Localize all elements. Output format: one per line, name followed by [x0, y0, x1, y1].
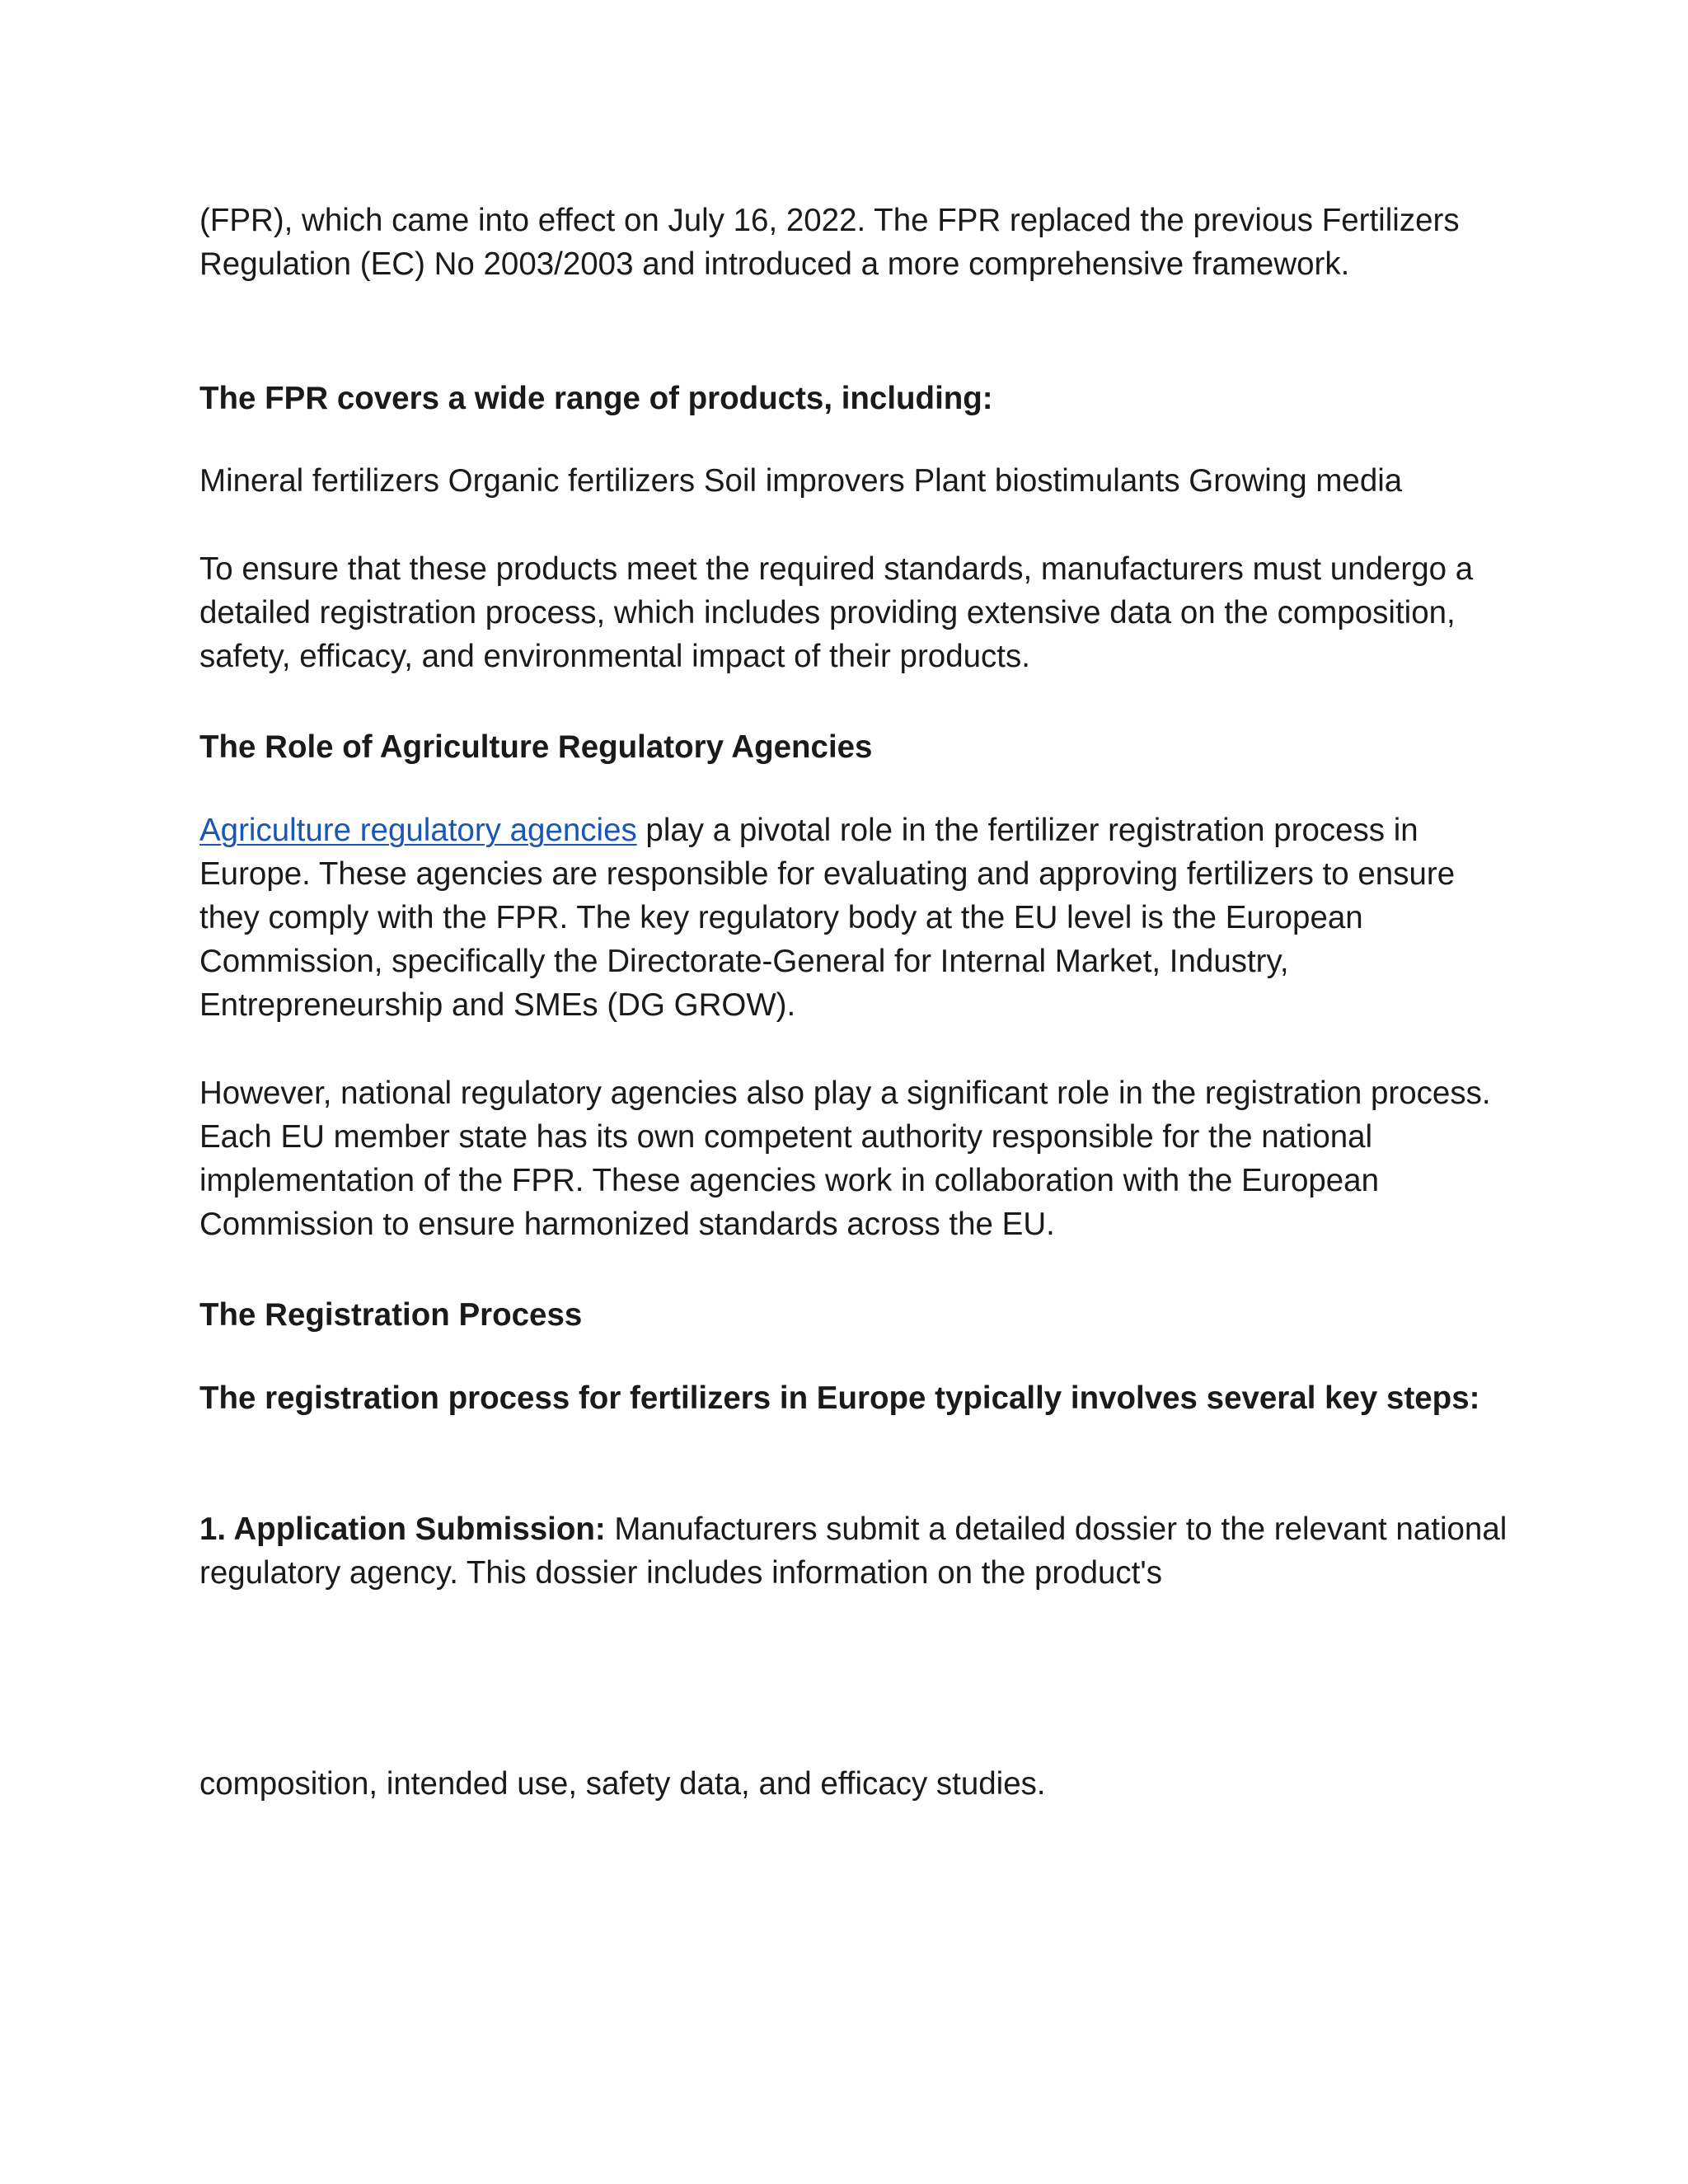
agencies-paragraph: [199, 808, 1518, 1027]
steps-heading: The registration process for fertilizers in Europe typically involves several key steps:: [199, 1380, 1480, 1416]
standards-paragraph: To ensure that these products meet the required standards, manufacturers must undergo a detailed registration process, which includes providing extensive data on the composition, safety, efficacy, and environmental impact of their products.: [199, 551, 1474, 674]
step1-paragraph: [199, 1507, 1518, 1595]
agencies-paragraph-text: play a pivotal role in the fertilizer registration process in Europe. These agencies are responsible for evaluating and approving fertilizers to ensure they comply with the FPR. The key regulatory body at the EU level is the European Commission, specifically the Directorate-General for Internal Market, Industry, Entrepreneurship and SMEs (DG GROW).: [199, 813, 1456, 1023]
process-heading: The Registration Process: [199, 1297, 583, 1333]
continuation-paragraph: composition, intended use, safety data, and efficacy studies.: [199, 1766, 1046, 1802]
intro-paragraph: (FPR), which came into effect on July 16, 2022. The FPR replaced the previous Fertilizers Regulation (EC) No 2003/2003 and introduced a more comprehensive framework.: [199, 203, 1460, 282]
agencies-heading: The Role of Agriculture Regulatory Agencies: [199, 729, 873, 765]
step1-label: 1. Application Submission:: [199, 1511, 606, 1547]
products-heading: The FPR covers a wide range of products, including:: [199, 381, 993, 416]
document-page: [199, 0, 1518, 2184]
products-list: Mineral fertilizers Organic fertilizers Soil improvers Plant biostimulants Growing media: [199, 463, 1403, 499]
agriculture-agencies-link[interactable]: Agriculture regulatory agencies: [199, 813, 637, 848]
step1-text: Manufacturers submit a detailed dossier to the relevant national regulatory agency. This dossier includes information on the product's: [199, 1511, 1507, 1591]
national-paragraph: However, national regulatory agencies also play a significant role in the registration process. Each EU member state has its own competent authority responsible for the national implementation of the FPR. These agencies work in collaboration with the European Commission to ensure harmonized standards across the EU.: [199, 1076, 1491, 1242]
